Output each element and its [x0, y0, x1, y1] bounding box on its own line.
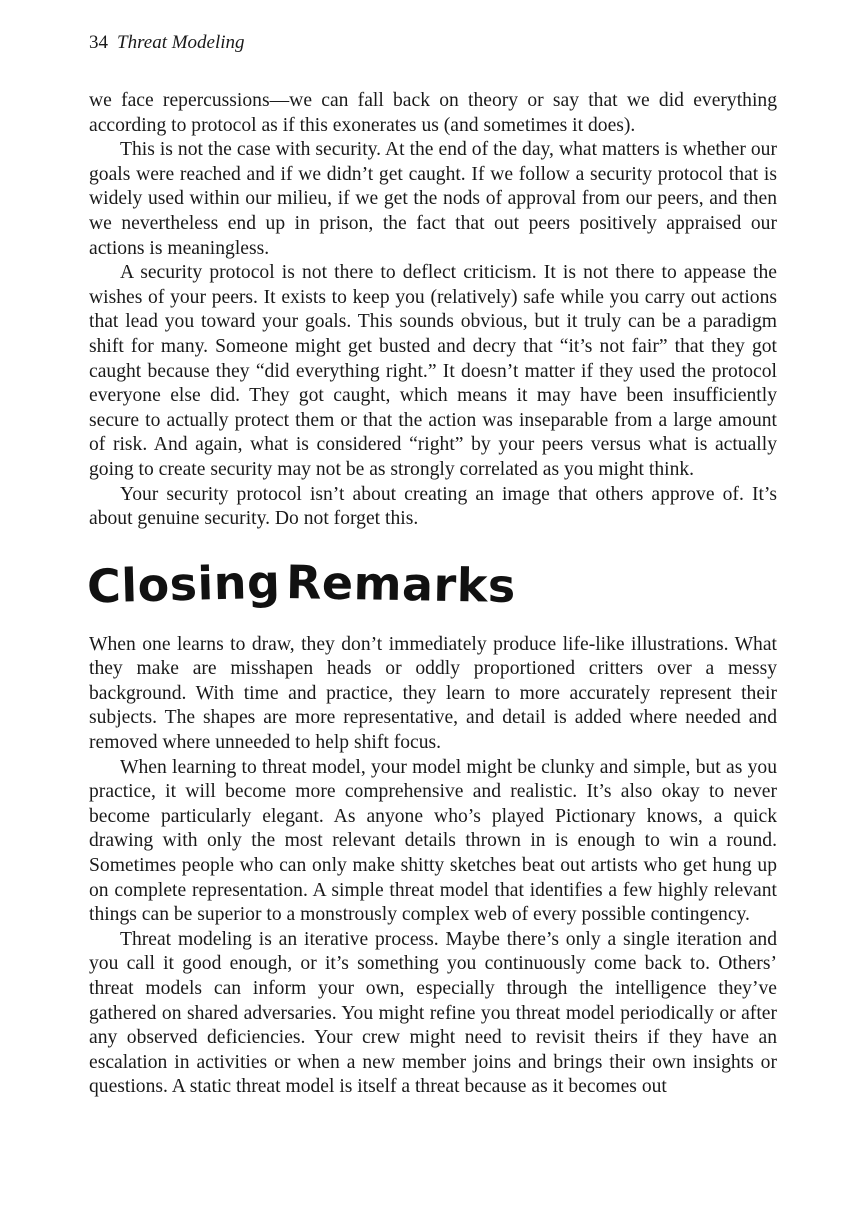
paragraph: When learning to threat model, your model might be clunky and simple, but as you practice, it will become more comprehensive and realistic. It’s also okay to never become particularly elegant. As anyone who’s played Pictionary knows, a quick drawing with only the most relevant details thrown in is enough to win a round. Sometimes people who can only make shitty sketches beat out artists who get hung up on complete representation. A simple threat model that identifies a few highly relevant things can be superior to a monstrously complex web of every possible contingency.	[89, 756, 777, 926]
section-heading	[86, 554, 777, 614]
section-heading-word: Closing	[86, 554, 282, 614]
paragraph: Your security protocol isn’t about creating an image that others approve of. It’s about genuine security. Do not forget this.	[89, 483, 777, 530]
page-number: 34	[89, 32, 108, 53]
body-text	[86, 89, 777, 1100]
paragraph: When one learns to draw, they don’t immediately produce life-like illustrations. What they make are misshapen heads or oddly proportioned critters over a messy background. With time and practice, they learn to more accurately represent their subjects. The shapes are more representative, and detail is added where needed and removed where unneeded to help shift focus.	[89, 633, 777, 754]
paragraph: A security protocol is not there to deflect criticism. It is not there to appease the wishes of your peers. It exists to keep you (relatively) safe while you carry out actions that lead you toward your goals. This sounds obvious, but it truly can be a paradigm shift for many. Someone might get busted and decry that “it’s not fair” that they got caught because they “did everything right.” It doesn’t matter if they used the protocol everyone else did. They got caught, which means it may have been insufficiently secure to actually protect them or that the action was inseparable from a large amount of risk. And again, what is considered “right” by your peers versus what is actually going to create security may not be as strongly correlated as you might think.	[89, 262, 777, 480]
paragraph: Threat modeling is an iterative process. Maybe there’s only a single iteration and you call it good enough, or it’s something you continuously come back to. Others’ threat models can inform your own, especially through the intelligence they’ve gathered on shared adversaries. You might refine you threat model periodically or after any observed deficiencies. Your crew might need to revisit theirs if they have an escalation in activities or when a new member joins and brings their own insights or questions. A static threat model is itself a threat because as it becomes out	[89, 928, 777, 1098]
running-head	[89, 31, 245, 55]
paragraph: This is not the case with security. At the end of the day, what matters is whether our goals were reached and if we didn’t get caught. If we follow a security protocol that is widely used within our milieu, if we get the nods of approval from our peers, and then we nevertheless end up in prison, the fact that out peers positively appraised our actions is meaningless.	[89, 139, 777, 259]
book-title: Threat Modeling	[117, 32, 245, 53]
section-heading-word: Remarks	[285, 554, 517, 613]
paragraph-continuation: we face repercussions—we can fall back on theory or say that we did everything according to protocol as if this exonerates us (and sometimes it does).	[89, 90, 777, 136]
